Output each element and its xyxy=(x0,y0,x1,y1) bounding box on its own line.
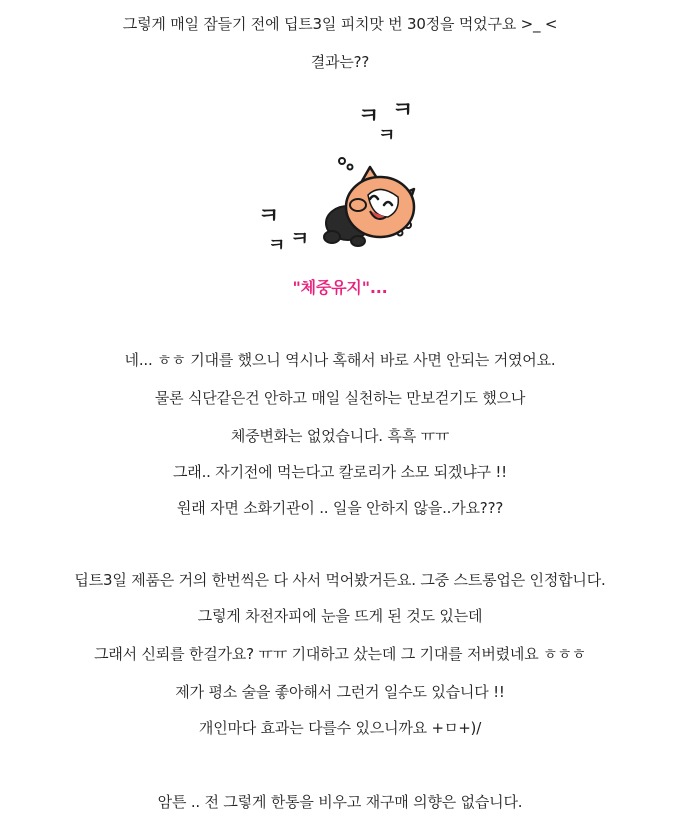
post-line-7: 원래 자면 소화기관이 .. 일을 안하지 않을..가요??? xyxy=(176,499,504,517)
post-line-9: 그렇게 차전자피에 눈을 뜨게 된 것도 있는데 xyxy=(197,607,483,625)
kk-text-top2: ㅋ xyxy=(392,98,414,123)
post-line-3: 네... ㅎㅎ 기대를 했으니 역시나 혹해서 바로 사면 안되는 거였어요. xyxy=(124,351,556,369)
laughing-cat-sticker-icon xyxy=(250,95,430,260)
post-line-13: 암튼 .. 전 그렇게 한통을 비우고 재구매 의향은 없습니다. xyxy=(157,793,523,811)
post-line-4: 물론 식단같은건 안하고 매일 실천하는 만보걷기도 했으나 xyxy=(154,389,526,407)
post-line-6: 그래.. 자기전에 먹는다고 칼로리가 소모 되겠냐구 !! xyxy=(173,463,507,481)
post-line-1: 그렇게 매일 잠들기 전에 딥트3일 피치맛 번 30정을 먹었구요 >_ < xyxy=(122,15,558,33)
post-line-2: 결과는?? xyxy=(310,53,370,71)
kk-text-left3: ㅋ xyxy=(290,226,310,250)
post-line-10: 그래서 신뢰를 한걸가요? ㅠㅠ 기대하고 샀는데 그 기대를 저버렸네요 ㅎㅎㅎ xyxy=(94,645,586,663)
post-line-12: 개인마다 효과는 다를수 있으니까요 +ㅁ+)/ xyxy=(198,719,482,737)
post-line-5: 체중변화는 없었습니다. 흑흑 ㅠㅠ xyxy=(230,427,450,445)
kk-text-left: ㅋ xyxy=(258,204,280,229)
highlight-text: "체중유지"... xyxy=(292,278,388,297)
post-line-8: 딥트3일 제품은 거의 한번씩은 다 사서 먹어봤거든요. 그중 스트롱업은 인정합니다. xyxy=(74,571,606,589)
kk-text-left2: ㅋ xyxy=(268,235,286,256)
kk-text-top: ㅋ xyxy=(358,104,380,129)
post-line-11: 제가 평소 술을 좋아해서 그런거 일수도 있습니다 !! xyxy=(175,683,505,701)
kk-text-top3: ㅋ xyxy=(378,125,396,146)
